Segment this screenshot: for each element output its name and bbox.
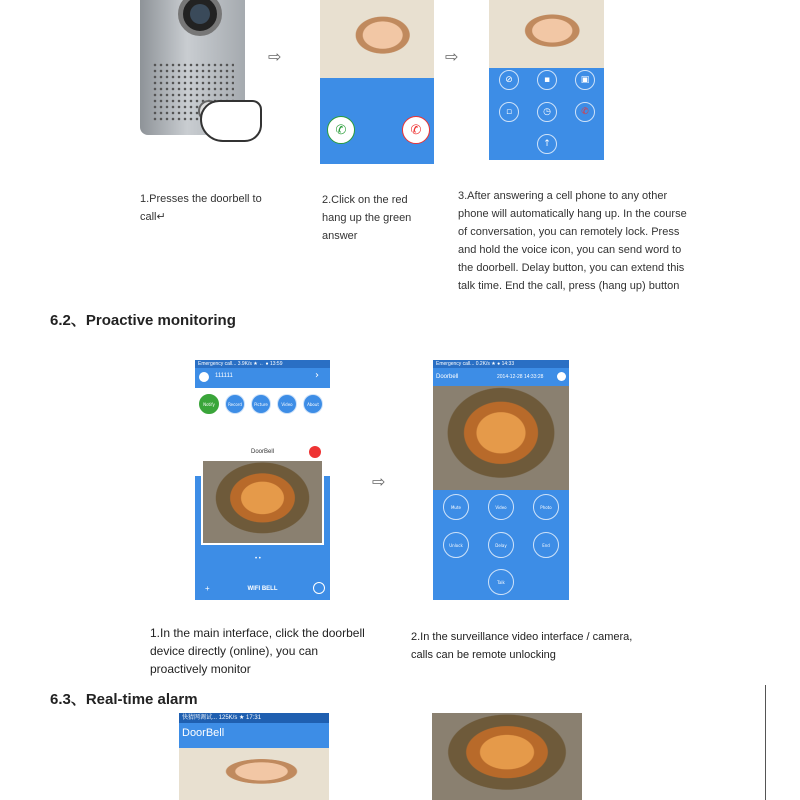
talk-button[interactable]: Talk: [488, 569, 514, 595]
delay-icon: ◷: [537, 102, 557, 122]
divider-line: [765, 685, 766, 800]
pressing-hand-icon: [200, 100, 262, 142]
in-call-screen: [489, 0, 604, 160]
tab-notify[interactable]: Notify: [199, 394, 219, 414]
section-heading: 6.2、Proactive monitoring: [50, 312, 236, 329]
photo-icon: ▣: [575, 70, 595, 90]
video-icon: ▪: [537, 70, 557, 90]
app-main-interface: [195, 360, 330, 600]
tab-about[interactable]: About: [303, 394, 323, 414]
video-button[interactable]: Video: [488, 494, 514, 520]
tab-video[interactable]: Video: [277, 394, 297, 414]
step3-caption: 3.After answering a cell phone to any other phone will automatically hang up. In the course of conversation, you can remotely lock. Press and hold the voice icon, you can send word to the doorbell. Delay button, you can extend this talk time. End the call, press (hang up) button: [458, 190, 687, 292]
hang-up-phone-icon: ✆: [402, 116, 430, 144]
device-card[interactable]: [201, 445, 324, 545]
arrow-right-icon: ⇨: [372, 472, 386, 491]
datetime: 2014-12-28 14:33:28: [497, 374, 544, 380]
close-icon[interactable]: [557, 372, 566, 381]
status-bar: Emergency call... 3.9K/s ★ ← ● 13:59: [195, 360, 330, 368]
live-video-feed: [433, 386, 569, 490]
mute-icon: ⊘: [499, 70, 519, 90]
avatar: [199, 372, 209, 382]
visitor-photo: [320, 0, 434, 78]
chevron-right-icon[interactable]: ›: [315, 370, 319, 381]
tab-picture[interactable]: Picture: [251, 394, 271, 414]
screen-title: DoorBell: [182, 727, 225, 739]
caption-main-interface: 1.In the main interface, click the doorbell device directly (online), you can proactively monitor: [150, 626, 365, 676]
step2-caption: 2.Click on the red hang up the green answer: [322, 194, 412, 242]
app-alarm-screen: [179, 713, 329, 800]
answer-phone-icon: ✆: [327, 116, 355, 144]
status-bar: 快猜网调试... 125K/s ★ 17:31: [179, 713, 329, 723]
photo-button[interactable]: Photo: [533, 494, 559, 520]
refresh-icon[interactable]: [313, 582, 325, 594]
end-call-button[interactable]: End: [533, 532, 559, 558]
incoming-call-screen: [320, 0, 434, 164]
screen-title: Doorbell: [436, 374, 459, 380]
end-call-icon: ✆: [575, 102, 595, 122]
device-card-title: DoorBell: [250, 449, 274, 455]
step1-caption: 1.Presses the doorbell to call↵: [140, 193, 262, 223]
lens-center: [190, 4, 210, 24]
status-bar: Emergency call... 0.2K/s ★ ● 14:33: [433, 360, 569, 368]
delete-icon[interactable]: [309, 446, 321, 458]
unlock-icon: ▫: [499, 102, 519, 122]
arrow-right-icon: ⇨: [445, 47, 459, 66]
app-video-interface: [433, 360, 569, 600]
footer-title: WIFI BELL: [247, 586, 278, 592]
arrow-right-icon: ⇨: [268, 47, 282, 66]
tab-record[interactable]: Record: [225, 394, 245, 414]
mute-button[interactable]: Mute: [443, 494, 469, 520]
page-dots: • •: [255, 556, 261, 562]
caption-video-interface: 2.In the surveillance video interface / camera, calls can be remote unlocking: [411, 631, 633, 661]
unlock-button[interactable]: Unlock: [443, 532, 469, 558]
talk-icon: ↑: [537, 134, 557, 154]
visitor-photo: [179, 748, 329, 800]
delay-button[interactable]: Delay: [488, 532, 514, 558]
add-icon[interactable]: +: [205, 584, 210, 593]
section-heading: 6.3、Real-time alarm: [50, 691, 198, 708]
device-id: 111111: [215, 373, 233, 379]
alarm-snapshot: [432, 713, 582, 800]
visitor-photo: [489, 0, 604, 68]
live-camera-thumbnail: [203, 461, 322, 543]
